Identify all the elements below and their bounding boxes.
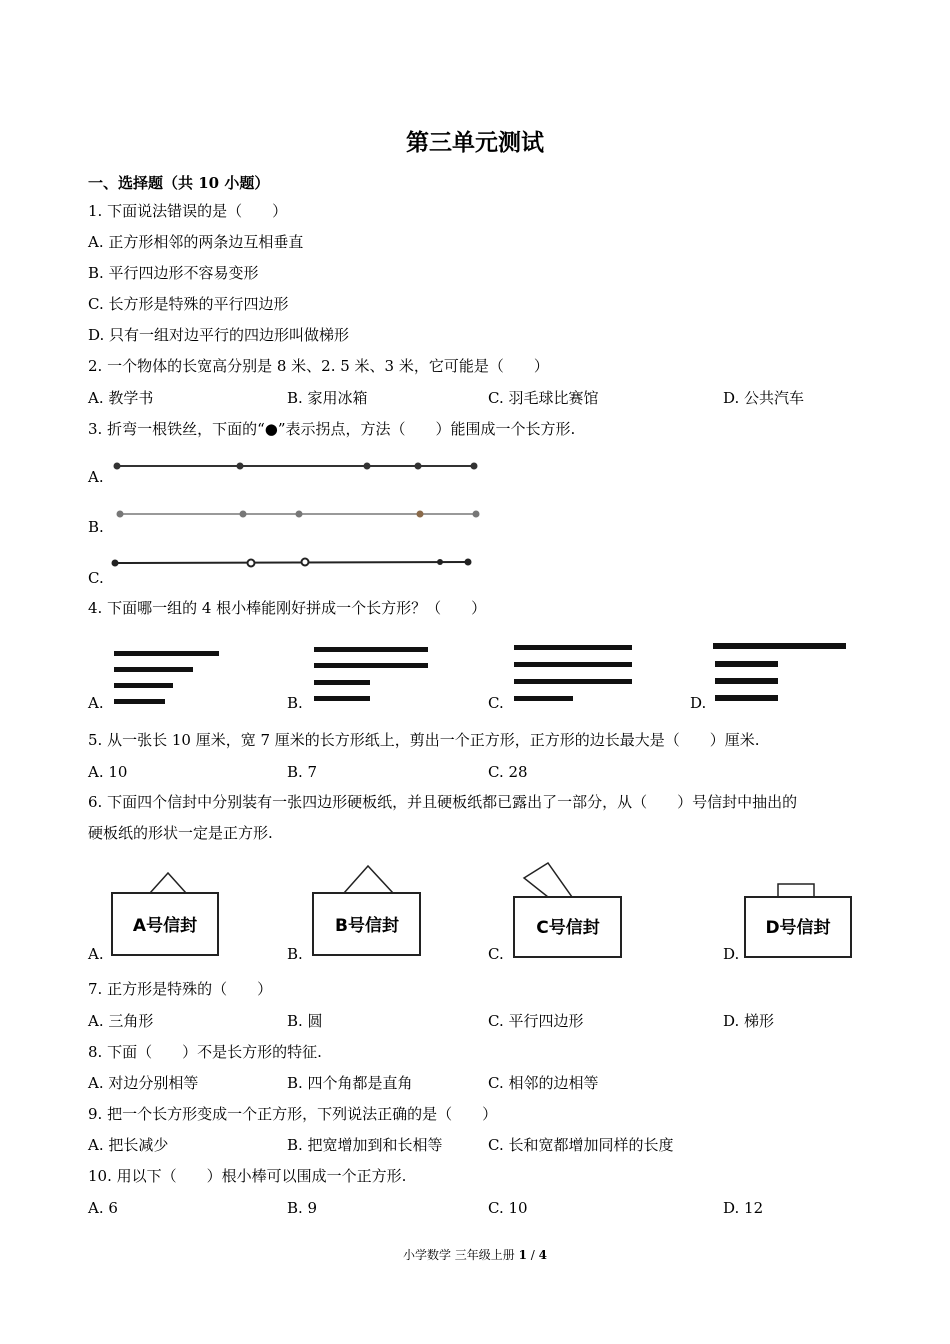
question-1-stem: 1. 下面说法错误的是（ ） (88, 202, 288, 220)
q1-option-a[interactable]: A. 正方形相邻的两条边互相垂直 (88, 233, 304, 251)
q7-option-b[interactable]: B. 圆 (287, 1012, 323, 1030)
q6-option-b[interactable]: B. (287, 945, 303, 963)
q2-option-c[interactable]: C. 羽毛球比赛馆 (488, 389, 599, 407)
q10-option-b[interactable]: B. 9 (287, 1199, 318, 1217)
q3-option-b[interactable]: B. (88, 518, 104, 536)
q3-option-c[interactable]: C. (88, 569, 104, 587)
footer-page-number: 1 (518, 1248, 527, 1262)
q1-option-b[interactable]: B. 平行四边形不容易变形 (88, 264, 259, 282)
question-8-stem: 8. 下面（ ）不是长方形的特征. (88, 1043, 322, 1061)
question-4-stem: 4. 下面哪一组的 4 根小棒能刚好拼成一个长方形？（ ） (88, 599, 487, 617)
question-7-stem: 7. 正方形是特殊的（ ） (88, 980, 273, 998)
q5-option-a[interactable]: A. 10 (88, 763, 128, 781)
section-heading: 一、选择题（共 10 小题） (88, 174, 270, 192)
q9-option-a[interactable]: A. 把长减少 (88, 1136, 169, 1154)
q4-option-a[interactable]: A. (88, 694, 104, 712)
page-footer (0, 1246, 950, 1263)
question-5-stem: 5. 从一张长 10 厘米，宽 7 厘米的长方形纸上，剪出一个正方形，正方形的边长最大是（ ）厘米. (88, 731, 760, 749)
q5-option-c[interactable]: C. 28 (488, 763, 528, 781)
q8-option-c[interactable]: C. 相邻的边相等 (488, 1074, 599, 1092)
q8-option-a[interactable]: A. 对边分别相等 (88, 1074, 199, 1092)
q2-option-d[interactable]: D. 公共汽车 (723, 389, 805, 407)
q4-option-d[interactable]: D. (690, 694, 707, 712)
question-10-stem: 10. 用以下（ ）根小棒可以围成一个正方形. (88, 1167, 407, 1185)
question-9-stem: 9. 把一个长方形变成一个正方形，下列说法正确的是（ ） (88, 1105, 498, 1123)
q1-option-d[interactable]: D. 只有一组对边平行的四边形叫做梯形 (88, 326, 350, 344)
envelope-b (313, 866, 420, 955)
question-6-stem-line2: 硬板纸的形状一定是正方形. (88, 824, 273, 842)
footer-separator: / (526, 1248, 539, 1262)
q9-option-b[interactable]: B. 把宽增加到和长相等 (287, 1136, 443, 1154)
q10-option-d[interactable]: D. 12 (723, 1199, 764, 1217)
question-6-stem-line1: 6. 下面四个信封中分别装有一张四边形硬板纸，并且硬板纸都已露出了一部分，从（ ）号信封中抽出的 (88, 793, 798, 811)
envelope-d (745, 884, 851, 957)
q9-option-c[interactable]: C. 长和宽都增加同样的长度 (488, 1136, 674, 1154)
q7-option-c[interactable]: C. 平行四边形 (488, 1012, 584, 1030)
q10-option-a[interactable]: A. 6 (88, 1199, 118, 1217)
question-3-stem: 3. 折弯一根铁丝，下面的“●”表示拐点，方法（ ）能围成一个长方形. (88, 420, 576, 438)
q6-option-d[interactable]: D. (723, 945, 740, 963)
q3-option-a[interactable]: A. (88, 468, 104, 486)
q7-option-a[interactable]: A. 三角形 (88, 1012, 154, 1030)
q4-option-b[interactable]: B. (287, 694, 303, 712)
footer-page-total: 4 (538, 1248, 548, 1262)
envelope-a (112, 873, 218, 955)
question-2-stem: 2. 一个物体的长宽高分别是 8 米、2. 5 米、3 米，它可能是（ ） (88, 357, 549, 375)
q2-option-b[interactable]: B. 家用冰箱 (287, 389, 368, 407)
footer-subject: 小学数学 三年级上册 (402, 1248, 519, 1262)
q6-option-a[interactable]: A. (88, 945, 104, 963)
q4-option-c[interactable]: C. (488, 694, 504, 712)
envelope-d-label: D号信封 (765, 918, 831, 938)
envelope-a-label: A号信封 (132, 916, 198, 936)
q6-option-c[interactable]: C. (488, 945, 504, 963)
envelope-c (514, 863, 621, 957)
q7-option-d[interactable]: D. 梯形 (723, 1012, 775, 1030)
envelope-b-label: B号信封 (335, 916, 399, 936)
q10-option-c[interactable]: C. 10 (488, 1199, 528, 1217)
q8-option-b[interactable]: B. 四个角都是直角 (287, 1074, 413, 1092)
page-title: 第三单元测试 (406, 129, 544, 156)
q2-option-a[interactable]: A. 教学书 (88, 389, 154, 407)
q1-option-c[interactable]: C. 长方形是特殊的平行四边形 (88, 295, 289, 313)
q5-option-b[interactable]: B. 7 (287, 763, 318, 781)
envelope-c-label: C号信封 (536, 918, 600, 938)
